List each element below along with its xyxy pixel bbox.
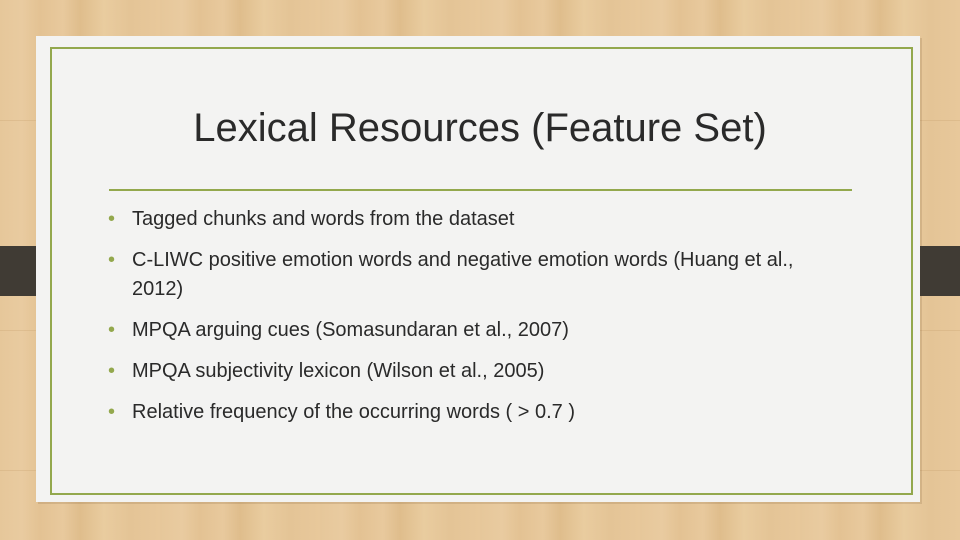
bullet-item [108,205,808,234]
bullet-text: MPQA arguing cues (Somasundaran et al., 2007) [132,319,569,341]
bullet-text: MPQA subjectivity lexicon (Wilson et al., 2005) [132,360,545,382]
bullet-item [108,398,808,427]
bullet-dot-icon: • [108,401,116,423]
bullet-text: Relative frequency of the occurring words ( > 0.7 ) [132,401,575,423]
bullet-text: Tagged chunks and words from the dataset [132,208,515,230]
bullet-list [108,205,808,439]
bullet-item [108,316,808,345]
slide-title: Lexical Resources (Feature Set) [193,106,767,150]
bullet-dot-icon: • [108,208,116,230]
bullet-dot-icon: • [108,360,116,382]
bullet-item [108,357,808,386]
bullet-text: C-LIWC positive emotion words and negative emotion words (Huang et al., 2012) [132,249,794,300]
bullet-item [108,246,808,304]
bullet-dot-icon: • [108,249,116,271]
bullet-dot-icon: • [108,319,116,341]
title-divider [109,189,852,191]
